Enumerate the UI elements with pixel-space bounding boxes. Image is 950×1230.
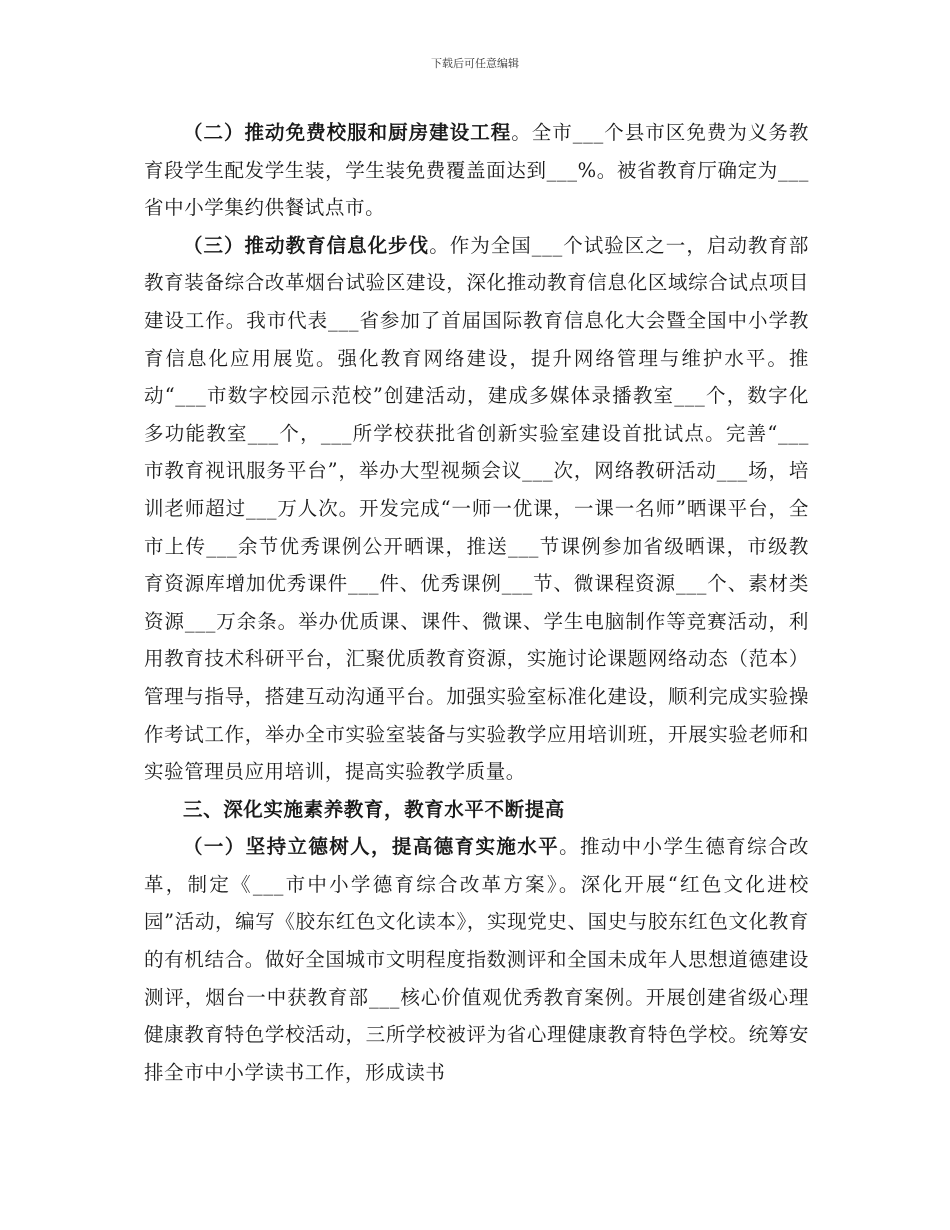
paragraph-text: 。全市___个县市区免费为义务教育段学生配发学生装，学生装免费覆盖面达到___%。被省教育厅确定为___省中小学集约供餐试点市。 bbox=[144, 121, 809, 220]
paragraph-text: 。推动中小学生德育综合改革，制定《___市中小学德育综合改革方案》。深化开展“红色文化进校园”活动，编写《胶东红色文化读本》，实现党史、国史与胶东红色文化教育的有机结合。做好全国城市文明程度指数测评和全国未成年人思想道德建设测评，烟台一中获教育部___核心价值观优秀教育案例。开展创建省级心理健康教育特色学校活动，三所学校被评为省心理健康教育特色学校。统筹安排全市中小学读书工作，形成读书 bbox=[144, 835, 809, 1084]
document-body bbox=[144, 114, 809, 1091]
paragraph-moral-education bbox=[144, 828, 809, 1091]
section-heading: 三、深化实施素养教育，教育水平不断提高 bbox=[183, 797, 565, 821]
paragraph-lead: （三）推动教育信息化步伐 bbox=[183, 233, 430, 257]
page-header: 下载后可任意编辑 bbox=[431, 57, 519, 70]
paragraph-uniform-kitchen bbox=[144, 114, 809, 227]
paragraph-informatization bbox=[144, 227, 809, 791]
paragraph-lead: （二）推动免费校服和厨房建设工程 bbox=[183, 121, 512, 144]
paragraph-lead: （一）坚持立德树人，提高德育实施水平 bbox=[183, 835, 560, 859]
paragraph-text: 。作为全国___个试验区之一，启动教育部教育装备综合改革烟台试验区建设，深化推动教育信息化区域综合试点项目建设工作。我市代表___省参加了首届国际教育信息化大会暨全国中小学教育信息化应用展览。强化教育网络建设，提升网络管理与维护水平。推动“___市数字校园示范校”创建活动，建成多媒体录播教室___个，数字化多功能教室___个，___所学校获批省创新实验室建设首批试点。完善“___市教育视讯服务平台”，举办大型视频会议___次，网络教研活动___场，培训老师超过___万人次。开发完成“一师一优课，一课一名师”晒课平台，全市上传___余节优秀课例公开晒课，推送___节课例参加省级晒课，市级教育资源库增加优秀课件___件、优秀课例___节、微课程资源___个、素材类资源___万余条。举办优质课、课件、微课、学生电脑制作等竞赛活动，利用教育技术科研平台，汇聚优质教育资源，实施讨论课题网络动态（范本）管理与指导，搭建互动沟通平台。加强实验室标准化建设，顺利完成实验操作考试工作，举办全市实验室装备与实验教学应用培训班，开展实验老师和实验管理员应用培训，提高实验教学质量。 bbox=[144, 233, 809, 784]
